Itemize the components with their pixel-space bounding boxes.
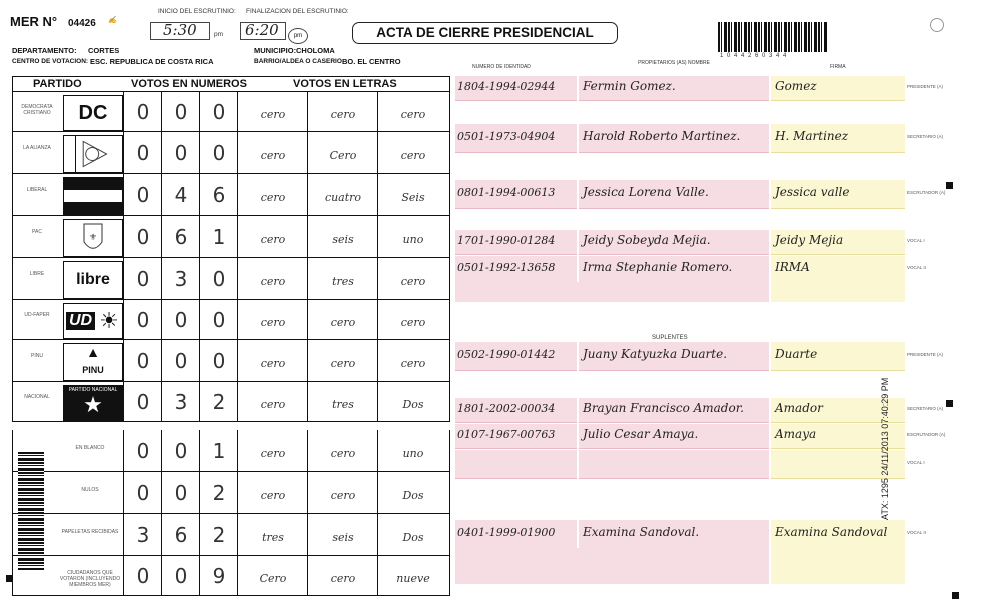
vote-digit: 9 <box>212 564 226 588</box>
vote-word: cero <box>260 108 286 121</box>
word-cell <box>307 340 377 381</box>
word-cell <box>307 472 377 513</box>
digit-cell <box>199 430 237 471</box>
member-name: Jeidy Sobeyda Mejia. <box>583 233 711 247</box>
registration-mark <box>946 182 953 189</box>
municipio-value: CHOLOMA <box>296 46 335 55</box>
vote-digit: 2 <box>212 390 226 414</box>
digit-cell <box>199 514 237 555</box>
party-logo <box>63 343 123 381</box>
total-row <box>12 514 450 556</box>
fin-value: 6:20 <box>245 21 279 39</box>
word-cell <box>237 132 307 173</box>
member-row <box>455 450 925 478</box>
member-id: 0501-1992-13658 <box>457 261 556 274</box>
vote-word: cero <box>260 233 286 246</box>
word-cell <box>377 300 449 339</box>
word-cell <box>307 430 377 471</box>
party-name: UD-FAPER <box>24 312 50 318</box>
ud-logo: UD ☀ <box>64 304 122 338</box>
vote-digit: 0 <box>174 349 188 373</box>
word-cell <box>377 92 449 131</box>
vote-digit: 4 <box>174 183 188 207</box>
barrio-label: BARRIO/ALDEA O CASERIO: <box>254 58 345 65</box>
nombre-header: PROPIETARIOS (AS) NOMBRE <box>638 60 710 66</box>
document-title: ACTA DE CIERRE PRESIDENCIAL <box>352 22 618 44</box>
vote-digit: 2 <box>212 481 226 505</box>
member-id: 0801-1994-00613 <box>457 186 556 199</box>
vote-word: cero <box>400 108 426 121</box>
pinu-torch-icon: ▲ <box>86 344 100 360</box>
party-row <box>12 258 450 300</box>
sun-icon: ☀ <box>99 308 119 333</box>
vote-word: Seis <box>401 191 425 204</box>
party-row <box>12 216 450 258</box>
member-row <box>455 76 944 100</box>
party-logo <box>63 385 123 421</box>
vote-digit: 6 <box>174 225 188 249</box>
vote-word: cero <box>330 357 356 370</box>
word-cell <box>307 92 377 131</box>
word-cell <box>377 382 449 421</box>
party-logo <box>63 219 123 257</box>
digit-cell <box>161 340 199 381</box>
vote-digit: 1 <box>212 439 226 463</box>
digit-cell <box>199 382 237 421</box>
word-cell <box>237 258 307 299</box>
member-name: Julio Cesar Amaya. <box>583 427 699 441</box>
member-name: Fermin Gomez. <box>583 79 676 93</box>
registration-mark <box>952 592 959 599</box>
vote-digit: 0 <box>174 439 188 463</box>
vote-digit: 0 <box>136 439 150 463</box>
vote-word: uno <box>402 447 424 460</box>
digit-cell <box>123 258 161 299</box>
total-row <box>12 556 450 596</box>
punch-hole <box>930 18 944 32</box>
word-cell <box>237 174 307 215</box>
fin-label: FINALIZACION DEL ESCRUTINIO: <box>246 8 349 15</box>
mer-label: MER N° <box>10 14 58 29</box>
libre-logo: libre <box>76 271 110 288</box>
vote-digit: 0 <box>136 267 150 291</box>
digit-cell <box>161 132 199 173</box>
vote-digit: 3 <box>174 390 188 414</box>
vote-digit: 0 <box>212 100 226 124</box>
party-row <box>12 174 450 216</box>
word-cell <box>237 472 307 513</box>
member-name: Juany Katyuzka Duarte. <box>583 347 728 361</box>
member-role: VOCAL I <box>907 238 925 243</box>
word-cell <box>237 430 307 471</box>
liberal-flag-icon <box>64 178 122 214</box>
digit-cell <box>123 382 161 421</box>
word-cell <box>377 258 449 299</box>
cne-logo: ✍ <box>108 17 117 24</box>
suplentes-header: SUPLENTES <box>652 335 688 341</box>
digit-cell <box>123 92 161 131</box>
member-signature: Jessica valle <box>775 185 850 199</box>
votes-table <box>12 76 450 586</box>
member-role: VOCAL II <box>907 265 926 270</box>
vote-digit: 0 <box>174 481 188 505</box>
total-name: EN BLANCO <box>75 445 105 451</box>
word-cell <box>377 430 449 471</box>
party-logo <box>63 177 123 215</box>
word-cell <box>237 92 307 131</box>
party-name: PAC <box>32 229 42 235</box>
vote-digit: 0 <box>136 225 150 249</box>
word-cell <box>377 556 449 595</box>
word-cell <box>377 472 449 513</box>
vote-digit: 6 <box>174 523 188 547</box>
inicio-box <box>150 22 210 40</box>
vote-word: cero <box>260 316 286 329</box>
party-logo <box>63 135 123 173</box>
member-role: PRESIDENTE (A) <box>907 352 944 357</box>
vote-word: Dos <box>402 531 424 544</box>
digit-cell <box>123 300 161 339</box>
digit-cell <box>161 300 199 339</box>
member-name: Harold Roberto Martinez. <box>583 129 741 143</box>
vote-word: cero <box>260 275 286 288</box>
municipio-label: MUNICIPIO: <box>254 46 297 55</box>
digit-cell <box>123 556 161 595</box>
word-cell <box>237 382 307 421</box>
fin-unit: pm <box>288 28 308 44</box>
left-barcode <box>18 452 44 570</box>
member-name: Brayan Francisco Amador. <box>583 401 744 415</box>
alianza-icon <box>75 136 112 172</box>
party-logo <box>63 261 123 299</box>
top-barcode <box>718 22 828 52</box>
departamento-label: DEPARTAMENTO: <box>12 46 77 55</box>
vote-word: cero <box>330 108 356 121</box>
word-cell <box>377 216 449 257</box>
member-row <box>455 256 926 282</box>
word-cell <box>307 258 377 299</box>
digit-cell <box>199 472 237 513</box>
departamento-value: CORTES <box>88 46 120 55</box>
member-id: 0502-1990-01442 <box>457 348 556 361</box>
vote-digit: 3 <box>174 267 188 291</box>
vote-word: cero <box>260 357 286 370</box>
digit-cell <box>161 514 199 555</box>
digit-cell <box>161 556 199 595</box>
digit-cell <box>123 132 161 173</box>
member-signature: H. Martinez <box>775 129 849 143</box>
member-row <box>455 520 926 548</box>
member-id: 0107-1967-00763 <box>457 428 556 441</box>
barrio-value: BO. EL CENTRO <box>342 57 401 66</box>
word-cell <box>237 216 307 257</box>
vote-word: cero <box>330 489 356 502</box>
col-partido: PARTIDO <box>33 78 82 90</box>
vote-digit: 0 <box>136 564 150 588</box>
vote-word: cero <box>260 149 286 162</box>
party-row <box>12 340 450 382</box>
member-role: ESCRUTADOR (A) <box>907 432 946 437</box>
vote-word: Cero <box>259 572 287 585</box>
vote-digit: 0 <box>174 100 188 124</box>
vote-word: cero <box>260 191 286 204</box>
member-row <box>455 398 944 422</box>
side-stamp: ATX: 1295 24/11/2013 07:40:29 PM <box>880 377 890 520</box>
identidad-header: NUMERO DE IDENTIDAD <box>472 64 531 70</box>
vote-word: cero <box>260 398 286 411</box>
registration-mark <box>946 400 953 407</box>
digit-cell <box>199 340 237 381</box>
word-cell <box>307 556 377 595</box>
member-role: SECRETARIO (A) <box>907 406 944 411</box>
word-cell <box>307 174 377 215</box>
party-name: LIBRE <box>29 271 45 277</box>
member-name: Examina Sandoval. <box>583 525 700 539</box>
vote-word: Cero <box>329 149 357 162</box>
digit-cell <box>123 514 161 555</box>
digit-cell <box>199 300 237 339</box>
member-signature: Amaya <box>775 427 817 441</box>
word-cell <box>307 132 377 173</box>
word-cell <box>377 340 449 381</box>
word-cell <box>377 514 449 555</box>
party-logo <box>63 95 123 131</box>
vote-word: cero <box>400 275 426 288</box>
firma-header: FIRMA <box>830 64 846 70</box>
word-cell <box>307 382 377 421</box>
member-role: SECRETARIO (A) <box>907 134 944 139</box>
word-cell <box>237 340 307 381</box>
member-id: 0401-1999-01900 <box>457 526 556 539</box>
col-header-row <box>12 76 450 92</box>
centro-value: ESC. REPUBLICA DE COSTA RICA <box>90 57 214 66</box>
vote-digit: 2 <box>212 523 226 547</box>
digit-cell <box>123 472 161 513</box>
digit-cell <box>199 556 237 595</box>
digit-cell <box>199 92 237 131</box>
member-signature: Amador <box>775 401 823 415</box>
pac-shield-icon <box>64 220 122 256</box>
vote-word: seis <box>332 531 354 544</box>
inicio-label: INICIO DEL ESCRUTINIO: <box>158 8 236 15</box>
id-cell <box>455 450 577 479</box>
party-logo <box>63 303 123 339</box>
vote-word: cero <box>330 316 356 329</box>
vote-word: seis <box>332 233 354 246</box>
nacional-logo: PARTIDO NACIONAL ★ <box>64 386 122 420</box>
digit-cell <box>123 340 161 381</box>
digit-cell <box>199 174 237 215</box>
party-row <box>12 92 450 132</box>
vote-word: tres <box>332 398 354 411</box>
vote-digit: 0 <box>136 141 150 165</box>
vote-digit: 0 <box>136 308 150 332</box>
party-name: PINU <box>31 353 43 359</box>
member-id: 0501-1973-04904 <box>457 130 556 143</box>
total-name: NULOS <box>81 487 99 493</box>
vote-word: Dos <box>402 398 424 411</box>
member-row <box>455 124 944 152</box>
party-name: LA ALIANZA <box>23 145 51 151</box>
party-row <box>12 382 450 422</box>
member-signature: IRMA <box>775 260 810 274</box>
word-cell <box>377 132 449 173</box>
total-row <box>12 472 450 514</box>
member-signature: Examina Sandoval <box>775 525 888 539</box>
centro-label: CENTRO DE VOTACION: <box>12 58 89 65</box>
star-icon: ★ <box>83 392 103 417</box>
col-votos-letras: VOTOS EN LETRAS <box>293 78 397 90</box>
digit-cell <box>199 216 237 257</box>
digit-cell <box>123 430 161 471</box>
word-cell <box>307 216 377 257</box>
digit-cell <box>161 430 199 471</box>
member-row <box>455 230 925 254</box>
member-row <box>455 342 944 370</box>
vote-word: tres <box>262 531 284 544</box>
digit-cell <box>161 472 199 513</box>
word-cell <box>377 174 449 215</box>
blank-rows <box>455 548 905 584</box>
digit-cell <box>161 92 199 131</box>
member-role: ESCRUTADOR (A) <box>907 190 946 195</box>
vote-digit: 6 <box>212 183 226 207</box>
word-cell <box>307 300 377 339</box>
name-cell <box>579 450 769 479</box>
member-row <box>455 424 946 448</box>
party-name: NACIONAL <box>24 394 50 400</box>
pinu-logo: ▲ PINU <box>64 344 122 378</box>
party-row <box>12 300 450 340</box>
digit-cell <box>161 174 199 215</box>
word-cell <box>237 300 307 339</box>
total-name: CIUDADANOS QUE VOTARON (INCLUYENDO MIEMBROS MER) <box>59 570 121 588</box>
total-name: PAPELETAS RECIBIDAS <box>61 529 119 535</box>
top-barcode-digits: 1 0 4 4 2 6 0 3 4 4 <box>720 53 788 59</box>
member-signature: Jeidy Mejia <box>775 233 844 247</box>
total-row <box>12 430 450 472</box>
vote-digit: 0 <box>136 349 150 373</box>
vote-word: tres <box>332 275 354 288</box>
member-id: 1701-1990-01284 <box>457 234 556 247</box>
digit-cell <box>123 174 161 215</box>
digit-cell <box>161 216 199 257</box>
inicio-value: 5:30 <box>163 21 197 39</box>
vote-digit: 1 <box>212 225 226 249</box>
word-cell <box>237 556 307 595</box>
party-row <box>12 132 450 174</box>
word-cell <box>307 514 377 555</box>
vote-word: cero <box>330 447 356 460</box>
member-signature: Duarte <box>775 347 818 361</box>
fin-box <box>240 22 286 40</box>
member-role: VOCAL I <box>907 460 925 465</box>
digit-cell <box>199 132 237 173</box>
mer-number: 04426 <box>68 18 96 29</box>
vote-digit: 0 <box>136 481 150 505</box>
member-name: Jessica Lorena Valle. <box>583 185 709 199</box>
vote-word: cero <box>400 316 426 329</box>
inicio-unit: pm <box>214 31 224 38</box>
vote-digit: 0 <box>136 390 150 414</box>
dc-logo: DC <box>78 102 108 124</box>
digit-cell <box>123 216 161 257</box>
vote-word: Dos <box>402 489 424 502</box>
member-id: 1804-1994-02944 <box>457 80 556 93</box>
vote-word: cero <box>260 489 286 502</box>
vote-digit: 0 <box>174 308 188 332</box>
blank-rows <box>455 282 905 302</box>
vote-word: cero <box>400 149 426 162</box>
vote-word: cero <box>330 572 356 585</box>
member-name: Irma Stephanie Romero. <box>583 260 733 274</box>
vote-digit: 0 <box>212 349 226 373</box>
vote-digit: 0 <box>136 183 150 207</box>
digit-cell <box>199 258 237 299</box>
party-name: LIBERAL <box>26 187 48 193</box>
vote-digit: 3 <box>136 523 150 547</box>
vote-digit: 0 <box>174 141 188 165</box>
vote-word: cuatro <box>324 191 362 204</box>
member-signature: Gomez <box>775 79 817 93</box>
member-role: PRESIDENTE (A) <box>907 84 944 89</box>
vote-word: nueve <box>396 572 430 585</box>
party-name: DEMOCRATA CRISTIANO <box>21 104 53 116</box>
vote-digit: 0 <box>212 308 226 332</box>
member-row <box>455 180 946 208</box>
vote-word: cero <box>400 357 426 370</box>
vote-digit: 0 <box>212 141 226 165</box>
vote-word: cero <box>260 447 286 460</box>
digit-cell <box>161 258 199 299</box>
word-cell <box>237 514 307 555</box>
vote-digit: 0 <box>136 100 150 124</box>
member-id: 1801-2002-00034 <box>457 402 556 415</box>
member-role: VOCAL II <box>907 530 926 535</box>
vote-digit: 0 <box>212 267 226 291</box>
svg-text:⚜: ⚜ <box>88 231 98 242</box>
vote-digit: 0 <box>174 564 188 588</box>
vote-word: uno <box>402 233 424 246</box>
digit-cell <box>161 382 199 421</box>
col-votos-numeros: VOTOS EN NUMEROS <box>131 78 247 90</box>
